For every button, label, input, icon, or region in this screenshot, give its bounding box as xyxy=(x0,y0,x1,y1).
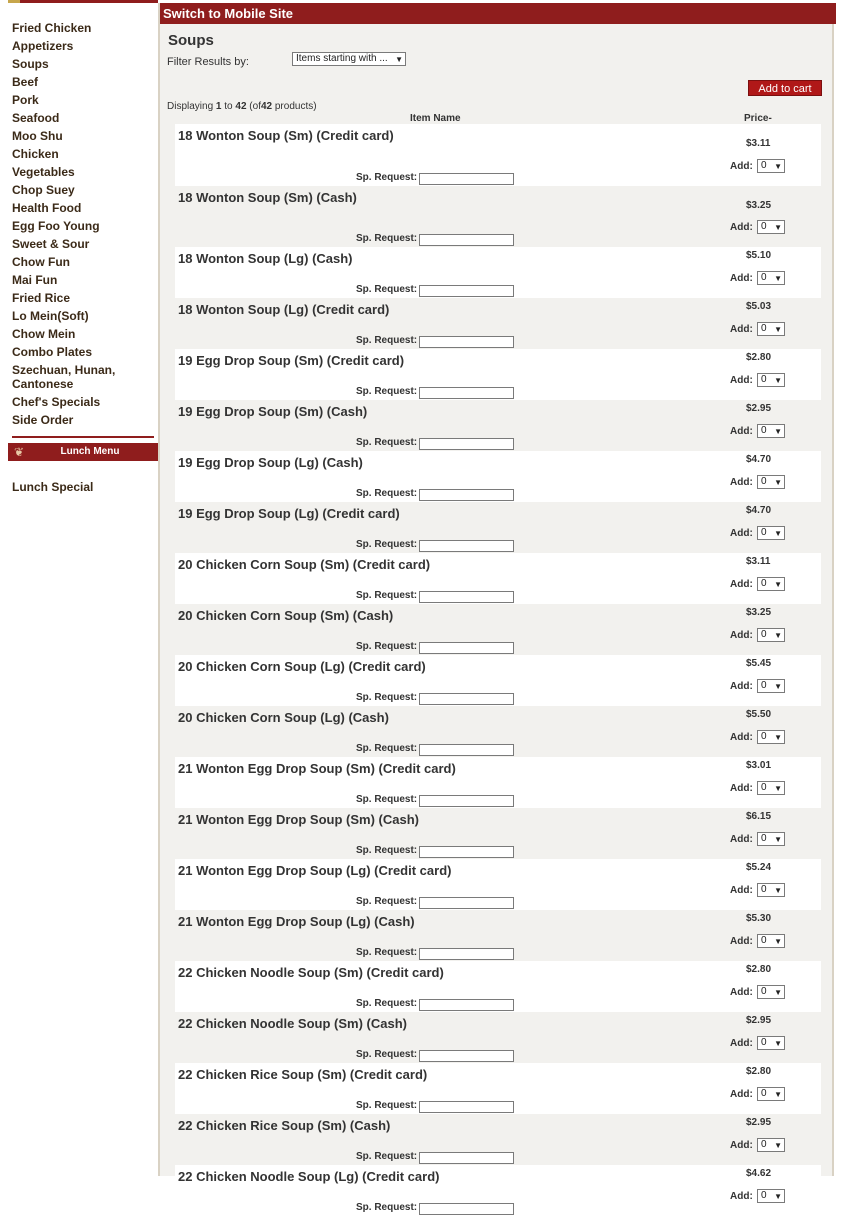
quantity-select[interactable] xyxy=(757,220,785,234)
special-request-label: Sp. Request: xyxy=(356,794,418,805)
add-label: Add: xyxy=(730,375,753,386)
product-price: $5.03 xyxy=(746,301,772,312)
product-name[interactable]: 22 Chicken Noodle Soup (Lg) (Credit card) xyxy=(178,1169,440,1184)
sidebar-item-chef-s-specials[interactable]: Chef's Specials xyxy=(12,395,101,409)
special-request-label: Sp. Request: xyxy=(356,233,418,244)
product-row xyxy=(175,1114,821,1165)
quantity-value: 0 xyxy=(761,782,767,793)
product-name[interactable]: 22 Chicken Rice Soup (Sm) (Cash) xyxy=(178,1118,391,1133)
special-request-input[interactable] xyxy=(419,173,514,185)
sidebar-item-appetizers[interactable]: Appetizers xyxy=(12,39,74,53)
quantity-select[interactable] xyxy=(757,934,785,948)
quantity-select[interactable] xyxy=(757,322,785,336)
product-price: $2.80 xyxy=(746,1066,772,1077)
page-title: Soups xyxy=(168,32,214,49)
product-name[interactable]: 19 Egg Drop Soup (Sm) (Credit card) xyxy=(178,353,405,368)
quantity-select[interactable] xyxy=(757,985,785,999)
quantity-select[interactable] xyxy=(757,628,785,642)
quantity-select[interactable] xyxy=(757,159,785,173)
lunch-menu-header xyxy=(8,443,158,461)
special-request-label: Sp. Request: xyxy=(356,1202,418,1213)
add-label: Add: xyxy=(730,579,753,590)
product-row xyxy=(175,1165,821,1216)
chevron-down-icon: ▼ xyxy=(774,988,782,997)
quantity-select[interactable] xyxy=(757,373,785,387)
sidebar-item-egg-foo-young[interactable]: Egg Foo Young xyxy=(12,219,100,233)
product-price: $4.62 xyxy=(746,1168,772,1179)
results-from: 1 xyxy=(215,101,222,112)
quantity-value: 0 xyxy=(761,160,767,171)
product-price: $5.24 xyxy=(746,862,772,873)
sidebar-item-moo-shu[interactable]: Moo Shu xyxy=(12,129,63,143)
special-request-label: Sp. Request: xyxy=(356,743,418,754)
chevron-down-icon: ▼ xyxy=(774,1141,782,1150)
product-name[interactable]: 18 Wonton Soup (Sm) (Credit card) xyxy=(178,128,394,143)
special-request-label: Sp. Request: xyxy=(356,692,418,703)
quantity-select[interactable] xyxy=(757,679,785,693)
product-price: $3.01 xyxy=(746,760,772,771)
product-list xyxy=(175,124,821,1216)
special-request-input[interactable] xyxy=(419,795,514,807)
left-sidebar xyxy=(8,0,158,1176)
product-row xyxy=(175,502,821,553)
column-header-price[interactable]: Price- xyxy=(744,113,772,124)
add-label: Add: xyxy=(730,987,753,998)
product-name[interactable]: 22 Chicken Rice Soup (Sm) (Credit card) xyxy=(178,1067,428,1082)
product-price: $3.25 xyxy=(746,200,772,211)
add-label: Add: xyxy=(730,783,753,794)
product-price: $4.70 xyxy=(746,505,772,516)
add-label: Add: xyxy=(730,528,753,539)
product-price: $6.15 xyxy=(746,811,772,822)
chevron-down-icon: ▼ xyxy=(774,784,782,793)
main-content xyxy=(158,3,834,1213)
special-request-input[interactable] xyxy=(419,846,514,858)
chevron-down-icon: ▼ xyxy=(774,162,782,171)
chevron-down-icon: ▼ xyxy=(774,580,782,589)
chevron-down-icon: ▼ xyxy=(774,325,782,334)
quantity-value: 0 xyxy=(761,731,767,742)
product-row xyxy=(175,186,821,247)
product-price: $5.10 xyxy=(746,250,772,261)
sidebar-item-mai-fun[interactable]: Mai Fun xyxy=(12,273,58,287)
quantity-value: 0 xyxy=(761,425,767,436)
special-request-input[interactable] xyxy=(419,489,514,501)
results-suffix: products) xyxy=(274,101,317,112)
add-label: Add: xyxy=(730,681,753,692)
quantity-select[interactable] xyxy=(757,1087,785,1101)
product-row xyxy=(175,910,821,961)
quantity-select[interactable] xyxy=(757,883,785,897)
product-row xyxy=(175,1063,821,1114)
sidebar-item-seafood[interactable]: Seafood xyxy=(12,111,60,125)
sidebar-item-fried-rice[interactable]: Fried Rice xyxy=(12,291,71,305)
special-request-label: Sp. Request: xyxy=(356,284,418,295)
chevron-down-icon: ▼ xyxy=(774,835,782,844)
chevron-down-icon: ▼ xyxy=(774,274,782,283)
chevron-down-icon: ▼ xyxy=(774,886,782,895)
special-request-label: Sp. Request: xyxy=(356,172,418,183)
sidebar-item-chop-suey[interactable]: Chop Suey xyxy=(12,183,75,197)
add-label: Add: xyxy=(730,161,753,172)
chevron-down-icon: ▼ xyxy=(774,478,782,487)
product-name[interactable]: 21 Wonton Egg Drop Soup (Sm) (Cash) xyxy=(178,812,419,827)
quantity-select[interactable] xyxy=(757,781,785,795)
special-request-label: Sp. Request: xyxy=(356,845,418,856)
quantity-select[interactable] xyxy=(757,730,785,744)
special-request-label: Sp. Request: xyxy=(356,488,418,499)
leaf-icon: ❦ xyxy=(13,445,25,459)
quantity-value: 0 xyxy=(761,323,767,334)
sidebar-divider xyxy=(12,436,154,438)
chevron-down-icon: ▼ xyxy=(774,427,782,436)
special-request-input[interactable] xyxy=(419,336,514,348)
column-header-item-name[interactable]: Item Name xyxy=(410,113,461,124)
product-row xyxy=(175,961,821,1012)
quantity-value: 0 xyxy=(761,374,767,385)
quantity-select[interactable] xyxy=(757,1189,785,1203)
quantity-value: 0 xyxy=(761,527,767,538)
product-row xyxy=(175,400,821,451)
add-label: Add: xyxy=(730,273,753,284)
quantity-select[interactable] xyxy=(757,271,785,285)
product-name[interactable]: 22 Chicken Noodle Soup (Sm) (Cash) xyxy=(178,1016,407,1031)
product-name[interactable]: 19 Egg Drop Soup (Lg) (Cash) xyxy=(178,455,363,470)
quantity-value: 0 xyxy=(761,272,767,283)
special-request-input[interactable] xyxy=(419,1152,514,1164)
product-row xyxy=(175,859,821,910)
special-request-input[interactable] xyxy=(419,1203,514,1215)
product-price: $3.11 xyxy=(746,138,771,149)
product-price: $2.95 xyxy=(746,1117,772,1128)
special-request-input[interactable] xyxy=(419,744,514,756)
product-row xyxy=(175,247,821,298)
sidebar-item-vegetables[interactable]: Vegetables xyxy=(12,165,75,179)
product-row xyxy=(175,1012,821,1063)
sidebar-item-health-food[interactable]: Health Food xyxy=(12,201,82,215)
product-name[interactable]: 19 Egg Drop Soup (Lg) (Credit card) xyxy=(178,506,400,521)
special-request-input[interactable] xyxy=(419,438,514,450)
product-price: $5.45 xyxy=(746,658,772,669)
add-label: Add: xyxy=(730,1089,753,1100)
quantity-value: 0 xyxy=(761,1139,767,1150)
add-label: Add: xyxy=(730,885,753,896)
special-request-input[interactable] xyxy=(419,591,514,603)
add-label: Add: xyxy=(730,1140,753,1151)
product-price: $2.80 xyxy=(746,352,772,363)
chevron-down-icon: ▼ xyxy=(774,376,782,385)
special-request-label: Sp. Request: xyxy=(356,590,418,601)
product-name[interactable]: 20 Chicken Corn Soup (Sm) (Credit card) xyxy=(178,557,431,572)
add-label: Add: xyxy=(730,477,753,488)
chevron-down-icon: ▼ xyxy=(774,937,782,946)
chevron-down-icon: ▼ xyxy=(774,1192,782,1201)
product-name[interactable]: 18 Wonton Soup (Sm) (Cash) xyxy=(178,190,357,205)
chevron-down-icon: ▼ xyxy=(774,529,782,538)
special-request-input[interactable] xyxy=(419,1050,514,1062)
filter-label: Filter Results by: xyxy=(167,56,249,68)
results-prefix: Displaying xyxy=(167,101,214,112)
special-request-label: Sp. Request: xyxy=(356,896,418,907)
add-label: Add: xyxy=(730,936,753,947)
product-row xyxy=(175,808,821,859)
add-to-cart-button[interactable]: Add to cart xyxy=(748,80,822,96)
add-label: Add: xyxy=(730,1038,753,1049)
quantity-select[interactable] xyxy=(757,1138,785,1152)
sidebar-item-fried-chicken[interactable]: Fried Chicken xyxy=(12,21,92,35)
product-row xyxy=(175,451,821,502)
results-of: (of xyxy=(249,101,261,112)
chevron-down-icon: ▼ xyxy=(395,55,403,64)
quantity-select[interactable] xyxy=(757,577,785,591)
special-request-label: Sp. Request: xyxy=(356,1049,418,1060)
add-label: Add: xyxy=(730,222,753,233)
filter-select-value: Items starting with ... xyxy=(296,53,388,64)
product-name[interactable]: 21 Wonton Egg Drop Soup (Lg) (Credit card) xyxy=(178,863,452,878)
quantity-value: 0 xyxy=(761,476,767,487)
product-name[interactable]: 21 Wonton Egg Drop Soup (Sm) (Credit card) xyxy=(178,761,456,776)
special-request-input[interactable] xyxy=(419,948,514,960)
quantity-value: 0 xyxy=(761,1088,767,1099)
product-price: $5.30 xyxy=(746,913,772,924)
quantity-value: 0 xyxy=(761,629,767,640)
product-price: $2.95 xyxy=(746,403,772,414)
quantity-value: 0 xyxy=(761,884,767,895)
results-total: 42 xyxy=(260,101,273,112)
filter-select[interactable] xyxy=(292,52,406,66)
chevron-down-icon: ▼ xyxy=(774,682,782,691)
special-request-label: Sp. Request: xyxy=(356,437,418,448)
chevron-down-icon: ▼ xyxy=(774,631,782,640)
quantity-value: 0 xyxy=(761,833,767,844)
quantity-select[interactable] xyxy=(757,832,785,846)
special-request-input[interactable] xyxy=(419,693,514,705)
special-request-input[interactable] xyxy=(419,897,514,909)
special-request-label: Sp. Request: xyxy=(356,641,418,652)
quantity-select[interactable] xyxy=(757,526,785,540)
chevron-down-icon: ▼ xyxy=(774,733,782,742)
sidebar-item-chicken[interactable]: Chicken xyxy=(12,147,59,161)
chevron-down-icon: ▼ xyxy=(774,1090,782,1099)
product-price: $3.11 xyxy=(746,556,771,567)
product-price: $4.70 xyxy=(746,454,772,465)
quantity-value: 0 xyxy=(761,1037,767,1048)
product-price: $2.80 xyxy=(746,964,772,975)
product-row xyxy=(175,349,821,400)
product-row xyxy=(175,604,821,655)
quantity-value: 0 xyxy=(761,1190,767,1201)
sidebar-item-pork[interactable]: Pork xyxy=(12,93,39,107)
product-price: $5.50 xyxy=(746,709,772,720)
add-label: Add: xyxy=(730,1191,753,1202)
sidebar-item-chow-mein[interactable]: Chow Mein xyxy=(12,327,76,341)
sidebar-top-bar xyxy=(8,0,158,3)
quantity-select[interactable] xyxy=(757,1036,785,1050)
chevron-down-icon: ▼ xyxy=(774,223,782,232)
switch-to-mobile-link[interactable]: Switch to Mobile Site xyxy=(163,6,294,21)
product-row xyxy=(175,298,821,349)
quantity-select[interactable] xyxy=(757,475,785,489)
sidebar-item-chow-fun[interactable]: Chow Fun xyxy=(12,255,70,269)
special-request-input[interactable] xyxy=(419,642,514,654)
product-row xyxy=(175,655,821,706)
special-request-input[interactable] xyxy=(419,999,514,1011)
quantity-select[interactable] xyxy=(757,424,785,438)
lunch-menu-title: Lunch Menu xyxy=(60,446,120,457)
product-row xyxy=(175,553,821,604)
product-price: $2.95 xyxy=(746,1015,772,1026)
special-request-input[interactable] xyxy=(419,234,514,246)
special-request-input[interactable] xyxy=(419,540,514,552)
product-name[interactable]: 21 Wonton Egg Drop Soup (Lg) (Cash) xyxy=(178,914,415,929)
add-label: Add: xyxy=(730,630,753,641)
sidebar-item-lo-mein-soft[interactable]: Lo Mein(Soft) xyxy=(12,309,89,323)
special-request-label: Sp. Request: xyxy=(356,998,418,1009)
add-label: Add: xyxy=(730,834,753,845)
product-name[interactable]: 22 Chicken Noodle Soup (Sm) (Credit card) xyxy=(178,965,444,980)
product-row xyxy=(175,706,821,757)
sidebar-item-beef[interactable]: Beef xyxy=(12,75,39,89)
special-request-input[interactable] xyxy=(419,285,514,297)
quantity-value: 0 xyxy=(761,221,767,232)
product-name[interactable]: 18 Wonton Soup (Lg) (Credit card) xyxy=(178,302,390,317)
product-name[interactable]: 19 Egg Drop Soup (Sm) (Cash) xyxy=(178,404,368,419)
add-label: Add: xyxy=(730,324,753,335)
mobile-site-bar xyxy=(160,3,836,24)
special-request-label: Sp. Request: xyxy=(356,539,418,550)
product-name[interactable]: 18 Wonton Soup (Lg) (Cash) xyxy=(178,251,353,266)
results-to: 42 xyxy=(235,101,247,112)
sidebar-item-combo-plates[interactable]: Combo Plates xyxy=(12,345,93,359)
product-name[interactable]: 20 Chicken Corn Soup (Lg) (Credit card) xyxy=(178,659,426,674)
sidebar-item-sweet-sour[interactable]: Sweet & Sour xyxy=(12,237,90,251)
quantity-value: 0 xyxy=(761,578,767,589)
special-request-label: Sp. Request: xyxy=(356,335,418,346)
special-request-label: Sp. Request: xyxy=(356,1151,418,1162)
special-request-label: Sp. Request: xyxy=(356,386,418,397)
special-request-input[interactable] xyxy=(419,1101,514,1113)
product-row xyxy=(175,757,821,808)
quantity-value: 0 xyxy=(761,986,767,997)
quantity-value: 0 xyxy=(761,680,767,691)
quantity-value: 0 xyxy=(761,935,767,946)
special-request-label: Sp. Request: xyxy=(356,947,418,958)
product-price: $3.25 xyxy=(746,607,772,618)
chevron-down-icon: ▼ xyxy=(774,1039,782,1048)
sidebar-item-lunch-special[interactable]: Lunch Special xyxy=(12,480,94,494)
product-row xyxy=(175,124,821,186)
sidebar-item-soups[interactable]: Soups xyxy=(12,57,49,71)
add-label: Add: xyxy=(730,426,753,437)
product-name[interactable]: 20 Chicken Corn Soup (Lg) (Cash) xyxy=(178,710,389,725)
sidebar-top-accent xyxy=(8,0,20,3)
special-request-label: Sp. Request: xyxy=(356,1100,418,1111)
sidebar-item-szechuan-hunan-cantonese[interactable]: Szechuan, Hunan, Cantonese xyxy=(12,363,116,391)
special-request-input[interactable] xyxy=(419,387,514,399)
results-count xyxy=(167,101,317,112)
sidebar-item-side-order[interactable]: Side Order xyxy=(12,413,74,427)
product-name[interactable]: 20 Chicken Corn Soup (Sm) (Cash) xyxy=(178,608,394,623)
results-to-word: to xyxy=(224,101,233,112)
add-label: Add: xyxy=(730,732,753,743)
category-list xyxy=(12,19,158,429)
